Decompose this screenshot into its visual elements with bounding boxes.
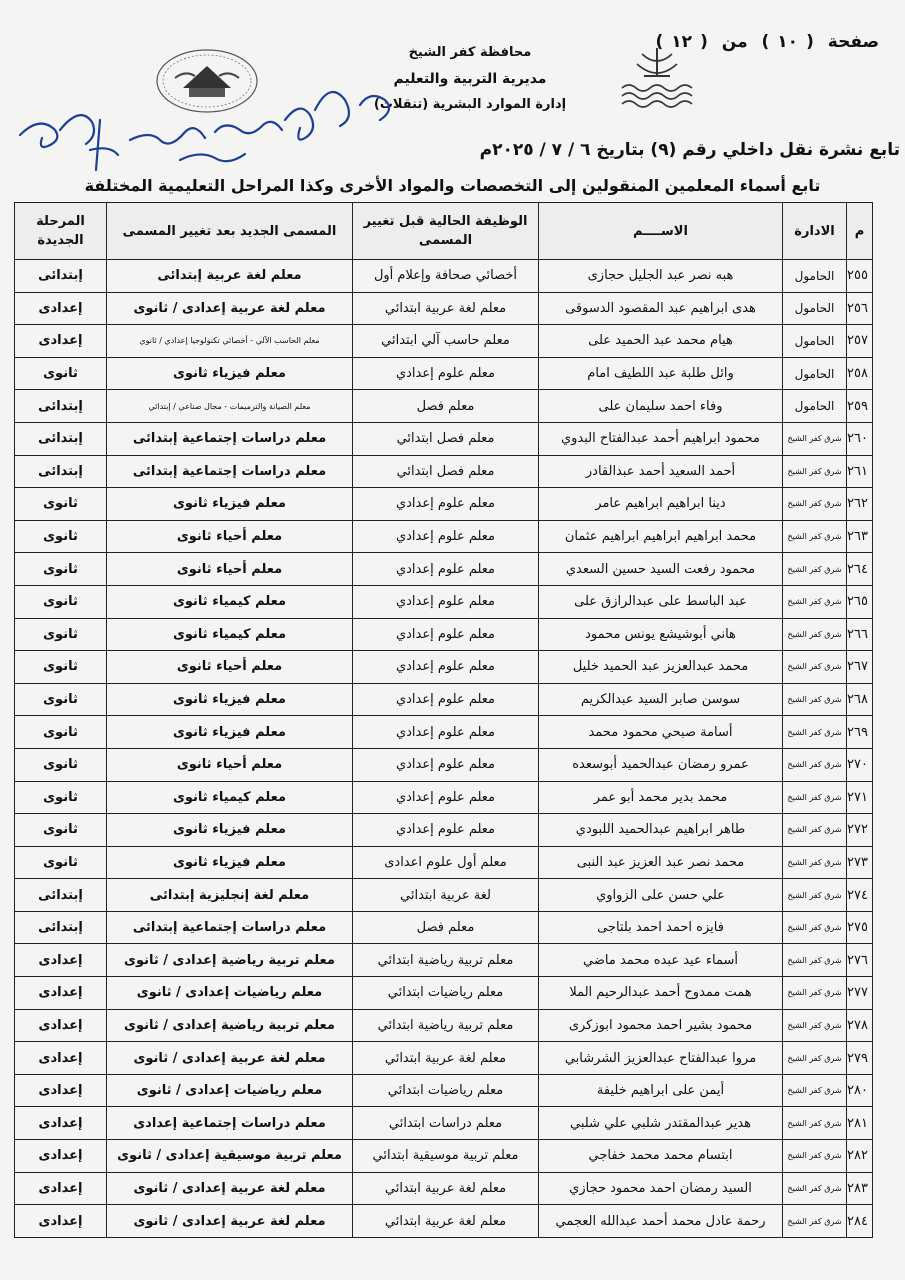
row-new-title: معلم أحياء ثانوى	[107, 748, 353, 781]
row-name: محمود ابراهيم أحمد عبدالفتاح البدوي	[539, 422, 783, 455]
row-number: ٢٧٣	[847, 846, 873, 879]
table-header-row	[15, 203, 873, 260]
row-name: أيمن على ابراهيم خليفة	[539, 1074, 783, 1107]
row-number: ٢٥٦	[847, 292, 873, 325]
row-old-job: معلم علوم إعدادي	[353, 651, 539, 684]
col-header-new-title: المسمى الجديد بعد تغيير المسمى	[107, 203, 353, 260]
table-row	[15, 488, 873, 521]
row-number: ٢٧١	[847, 781, 873, 814]
row-new-title: معلم دراسات إجتماعية إعدادى	[107, 1107, 353, 1140]
row-admin: شرق كفر الشيخ	[783, 1205, 847, 1238]
row-admin: شرق كفر الشيخ	[783, 553, 847, 586]
row-number: ٢٨٢	[847, 1140, 873, 1173]
row-new-title: معلم فيزياء ثانوى	[107, 846, 353, 879]
row-name: السيد رمضان احمد محمود حجازي	[539, 1172, 783, 1205]
row-new-stage: ثانوى	[15, 618, 107, 651]
governorate-name: محافظة كفر الشيخ	[408, 45, 532, 60]
row-number: ٢٦١	[847, 455, 873, 488]
row-new-title: معلم دراسات إجتماعية إبتدائى	[107, 455, 353, 488]
row-old-job: معلم تربية رياضية ابتدائي	[353, 944, 539, 977]
row-number: ٢٥٨	[847, 357, 873, 390]
row-number: ٢٧٨	[847, 1009, 873, 1042]
row-name: هبه نصر عبد الجليل حجازى	[539, 260, 783, 293]
row-name: وائل طلبة عبد اللطيف امام	[539, 357, 783, 390]
col-header-num: م	[847, 203, 873, 260]
row-admin: شرق كفر الشيخ	[783, 422, 847, 455]
row-admin: شرق كفر الشيخ	[783, 1140, 847, 1173]
row-name: دينا ابراهيم ابراهيم عامر	[539, 488, 783, 521]
row-new-stage: إبتدائى	[15, 260, 107, 293]
row-old-job: معلم علوم إعدادي	[353, 716, 539, 749]
row-new-title: معلم لغة عربية إعدادى / ثانوى	[107, 1172, 353, 1205]
row-number: ٢٨٤	[847, 1205, 873, 1238]
table-row	[15, 944, 873, 977]
row-new-stage: ثانوى	[15, 748, 107, 781]
row-old-job: معلم فصل	[353, 911, 539, 944]
row-new-stage: إعدادى	[15, 1042, 107, 1075]
row-admin: شرق كفر الشيخ	[783, 1172, 847, 1205]
row-new-stage: إعدادى	[15, 977, 107, 1010]
row-old-job: معلم علوم إعدادي	[353, 618, 539, 651]
row-number: ٢٦٣	[847, 520, 873, 553]
row-name: فايزه احمد احمد بلتاجى	[539, 911, 783, 944]
page-current: ١٠	[777, 32, 799, 52]
table-row	[15, 1009, 873, 1042]
row-name: عبد الباسط على عبدالرازق على	[539, 585, 783, 618]
row-admin: الحامول	[783, 357, 847, 390]
row-old-job: معلم لغة عربية ابتدائي	[353, 1172, 539, 1205]
row-name: أسامة صبحي محمود محمد	[539, 716, 783, 749]
table-row	[15, 814, 873, 847]
row-name: رحمة عادل محمد أحمد عبدالله العجمي	[539, 1205, 783, 1238]
row-new-stage: إعدادى	[15, 1140, 107, 1173]
row-number: ٢٥٩	[847, 390, 873, 423]
table-row	[15, 1107, 873, 1140]
page-number: صفحة (١٠) من (١٢)	[655, 32, 879, 52]
row-number: ٢٦٤	[847, 553, 873, 586]
table-row	[15, 325, 873, 358]
row-name: محمد عبدالعزيز عبد الحميد خليل	[539, 651, 783, 684]
row-number: ٢٦٥	[847, 585, 873, 618]
row-admin: شرق كفر الشيخ	[783, 977, 847, 1010]
row-old-job: معلم علوم إعدادي	[353, 488, 539, 521]
row-new-stage: إعدادى	[15, 1172, 107, 1205]
row-new-title: معلم أحياء ثانوى	[107, 651, 353, 684]
page-total: ١٢	[671, 32, 693, 52]
row-old-job: معلم رياضيات ابتدائي	[353, 1074, 539, 1107]
handwritten-signature-icon	[0, 60, 440, 180]
row-admin: شرق كفر الشيخ	[783, 781, 847, 814]
row-new-title: معلم دراسات إجتماعية إبتدائى	[107, 422, 353, 455]
row-old-job: معلم فصل ابتدائي	[353, 422, 539, 455]
row-old-job: معلم رياضيات ابتدائي	[353, 977, 539, 1010]
row-number: ٢٧٥	[847, 911, 873, 944]
row-new-stage: ثانوى	[15, 488, 107, 521]
row-new-title: معلم كيمياء ثانوى	[107, 618, 353, 651]
governorate-emblem-icon	[612, 42, 702, 112]
row-new-stage: ثانوى	[15, 585, 107, 618]
table-row	[15, 553, 873, 586]
row-admin: شرق كفر الشيخ	[783, 716, 847, 749]
table-row	[15, 716, 873, 749]
row-new-stage: إعدادى	[15, 1074, 107, 1107]
row-new-title: معلم رياضيات إعدادى / ثانوى	[107, 977, 353, 1010]
row-old-job: أخصائي صحافة وإعلام أول	[353, 260, 539, 293]
row-number: ٢٦٢	[847, 488, 873, 521]
row-new-stage: ثانوى	[15, 814, 107, 847]
row-old-job: معلم علوم إعدادي	[353, 814, 539, 847]
row-new-stage: إعدادى	[15, 944, 107, 977]
col-header-new-stage: المرحلة الجديدة	[15, 203, 107, 260]
row-name: هاني أبوشيشع يونس محمود	[539, 618, 783, 651]
row-old-job: معلم تربية موسيقية ابتدائي	[353, 1140, 539, 1173]
row-old-job: معلم دراسات ابتدائي	[353, 1107, 539, 1140]
table-row	[15, 781, 873, 814]
row-admin: شرق كفر الشيخ	[783, 488, 847, 521]
row-new-stage: ثانوى	[15, 520, 107, 553]
row-new-title: معلم لغة عربية إبتدائى	[107, 260, 353, 293]
row-number: ٢٧٩	[847, 1042, 873, 1075]
row-old-job: معلم علوم إعدادي	[353, 520, 539, 553]
row-number: ٢٨٣	[847, 1172, 873, 1205]
row-admin: الحامول	[783, 260, 847, 293]
row-old-job: معلم فصل	[353, 390, 539, 423]
table-row	[15, 1074, 873, 1107]
row-admin: شرق كفر الشيخ	[783, 911, 847, 944]
row-new-stage: ثانوى	[15, 553, 107, 586]
col-header-admin: الادارة	[783, 203, 847, 260]
row-name: محمود بشير احمد محمود ابوزكرى	[539, 1009, 783, 1042]
row-name: محمود رفعت السيد حسين السعدي	[539, 553, 783, 586]
row-name: هدى ابراهيم عبد المقصود الدسوقى	[539, 292, 783, 325]
row-number: ٢٦٨	[847, 683, 873, 716]
row-old-job: معلم لغة عربية ابتدائي	[353, 1042, 539, 1075]
row-new-stage: ثانوى	[15, 716, 107, 749]
row-old-job: معلم علوم إعدادي	[353, 357, 539, 390]
row-number: ٢٧٢	[847, 814, 873, 847]
table-row	[15, 422, 873, 455]
table-row	[15, 977, 873, 1010]
table-row	[15, 292, 873, 325]
document-subtitle: تابع أسماء المعلمين المنقولين إلى التخصصات والمواد الأخرى وكذا المراحل التعليمية المختلفة	[84, 176, 821, 195]
row-admin: شرق كفر الشيخ	[783, 846, 847, 879]
table-row	[15, 1140, 873, 1173]
row-new-title: معلم لغة عربية إعدادى / ثانوى	[107, 1205, 353, 1238]
row-new-title: معلم تربية رياضية إعدادى / ثانوى	[107, 1009, 353, 1042]
row-new-title: معلم كيمياء ثانوى	[107, 585, 353, 618]
row-old-job: معلم لغة عربية ابتدائي	[353, 1205, 539, 1238]
row-number: ٢٥٥	[847, 260, 873, 293]
row-number: ٢٧٦	[847, 944, 873, 977]
row-admin: شرق كفر الشيخ	[783, 455, 847, 488]
row-new-stage: ثانوى	[15, 651, 107, 684]
directorate-name: مديرية التربية والتعليم	[393, 71, 547, 87]
row-admin: شرق كفر الشيخ	[783, 520, 847, 553]
col-header-old-job: الوظيفة الحالية قبل تغيير المسمى	[353, 203, 539, 260]
row-admin: شرق كفر الشيخ	[783, 814, 847, 847]
row-number: ٢٦٩	[847, 716, 873, 749]
row-new-title: معلم فيزياء ثانوى	[107, 488, 353, 521]
table-row	[15, 585, 873, 618]
table-row	[15, 846, 873, 879]
table-row	[15, 879, 873, 912]
row-old-job: معلم علوم إعدادي	[353, 748, 539, 781]
row-new-stage: إبتدائى	[15, 390, 107, 423]
row-name: أسماء عيد عبده محمد ماضي	[539, 944, 783, 977]
row-old-job: معلم علوم إعدادي	[353, 683, 539, 716]
row-name: مروا عبدالفتاح عبدالعزيز الشرشابي	[539, 1042, 783, 1075]
row-old-job: معلم علوم إعدادي	[353, 585, 539, 618]
row-new-stage: إعدادى	[15, 1009, 107, 1042]
row-new-title: معلم لغة عربية إعدادى / ثانوى	[107, 1042, 353, 1075]
col-header-name: الاســــم	[539, 203, 783, 260]
row-new-stage: إبتدائى	[15, 911, 107, 944]
table-row	[15, 1205, 873, 1238]
page-of: من	[721, 32, 748, 52]
row-old-job: معلم حاسب آلي ابتدائي	[353, 325, 539, 358]
row-number: ٢٧٠	[847, 748, 873, 781]
row-admin: شرق كفر الشيخ	[783, 879, 847, 912]
transfers-table	[14, 202, 873, 1238]
row-new-title: معلم رياضيات إعدادى / ثانوى	[107, 1074, 353, 1107]
row-name: محمد بدير محمد أبو عمر	[539, 781, 783, 814]
row-new-title: معلم الحاسب الآلي - أخصائي تكنولوجيا إعدادي / ثانوي	[107, 325, 353, 358]
row-admin: شرق كفر الشيخ	[783, 585, 847, 618]
table-row	[15, 651, 873, 684]
row-new-stage: إعدادى	[15, 292, 107, 325]
row-admin: الحامول	[783, 292, 847, 325]
row-new-title: معلم لغة عربية إعدادى / ثانوى	[107, 292, 353, 325]
row-admin: شرق كفر الشيخ	[783, 1107, 847, 1140]
row-admin: شرق كفر الشيخ	[783, 748, 847, 781]
row-name: محمد نصر عبد العزيز عبد النبى	[539, 846, 783, 879]
row-number: ٢٦٧	[847, 651, 873, 684]
row-old-job: لغة عربية ابتدائي	[353, 879, 539, 912]
row-admin: الحامول	[783, 390, 847, 423]
row-admin: الحامول	[783, 325, 847, 358]
row-new-title: معلم دراسات إجتماعية إبتدائى	[107, 911, 353, 944]
row-old-job: معلم فصل ابتدائي	[353, 455, 539, 488]
row-admin: شرق كفر الشيخ	[783, 1042, 847, 1075]
row-old-job: معلم علوم إعدادي	[353, 553, 539, 586]
row-new-stage: ثانوى	[15, 357, 107, 390]
row-new-stage: إعدادى	[15, 1205, 107, 1238]
row-admin: شرق كفر الشيخ	[783, 618, 847, 651]
row-new-title: معلم أحياء ثانوى	[107, 553, 353, 586]
row-name: ابتسام محمد محمد خفاجي	[539, 1140, 783, 1173]
table-row	[15, 455, 873, 488]
row-new-title: معلم أحياء ثانوى	[107, 520, 353, 553]
row-name: همت ممدوح أحمد عبدالرحيم الملا	[539, 977, 783, 1010]
row-new-stage: ثانوى	[15, 781, 107, 814]
row-number: ٢٦٠	[847, 422, 873, 455]
table-row	[15, 748, 873, 781]
row-old-job: معلم تربية رياضية ابتدائي	[353, 1009, 539, 1042]
row-new-title: معلم لغة إنجليزية إبتدائى	[107, 879, 353, 912]
row-new-title: معلم كيمياء ثانوى	[107, 781, 353, 814]
row-number: ٢٦٦	[847, 618, 873, 651]
row-new-title: معلم فيزياء ثانوى	[107, 357, 353, 390]
row-name: وفاء احمد سليمان على	[539, 390, 783, 423]
row-name: هيام محمد عبد الحميد على	[539, 325, 783, 358]
row-new-stage: ثانوى	[15, 683, 107, 716]
row-name: هدير عبدالمقتدر شلبي علي شلبي	[539, 1107, 783, 1140]
table-row	[15, 520, 873, 553]
row-new-stage: إعدادى	[15, 1107, 107, 1140]
table-row	[15, 260, 873, 293]
row-name: محمد ابراهيم ابراهيم ابراهيم عثمان	[539, 520, 783, 553]
row-old-job: معلم علوم إعدادي	[353, 781, 539, 814]
table-row	[15, 390, 873, 423]
row-admin: شرق كفر الشيخ	[783, 1009, 847, 1042]
row-new-title: معلم تربية رياضية إعدادى / ثانوى	[107, 944, 353, 977]
department-name: إدارة الموارد البشرية (تنقلات)	[373, 97, 567, 112]
row-new-stage: إبتدائى	[15, 422, 107, 455]
row-name: أحمد السعيد أحمد عبدالقادر	[539, 455, 783, 488]
row-name: طاهر ابراهيم عبدالحميد اللبودي	[539, 814, 783, 847]
row-new-title: معلم الصيانة والترميمات - مجال صناعي / إبتدائي	[107, 390, 353, 423]
table-row	[15, 911, 873, 944]
table-row	[15, 1172, 873, 1205]
table-row	[15, 618, 873, 651]
row-new-title: معلم فيزياء ثانوى	[107, 814, 353, 847]
row-number: ٢٨١	[847, 1107, 873, 1140]
row-new-stage: إعدادى	[15, 325, 107, 358]
row-new-stage: إبتدائى	[15, 879, 107, 912]
row-admin: شرق كفر الشيخ	[783, 1074, 847, 1107]
row-new-title: معلم فيزياء ثانوى	[107, 683, 353, 716]
row-old-job: معلم أول علوم اعدادى	[353, 846, 539, 879]
row-admin: شرق كفر الشيخ	[783, 944, 847, 977]
row-name: سوسن صابر السيد عبدالكريم	[539, 683, 783, 716]
row-admin: شرق كفر الشيخ	[783, 651, 847, 684]
row-name: عمرو رمضان عبدالحميد أبوسعده	[539, 748, 783, 781]
table-row	[15, 683, 873, 716]
row-number: ٢٧٤	[847, 879, 873, 912]
table-row	[15, 1042, 873, 1075]
row-new-title: معلم تربية موسيقية إعدادى / ثانوى	[107, 1140, 353, 1173]
bulletin-title: تابع نشرة نقل داخلي رقم (٩) بتاريخ ٦ / ٧ / ٢٠٢٥م	[479, 140, 900, 160]
row-new-stage: ثانوى	[15, 846, 107, 879]
row-new-stage: إبتدائى	[15, 455, 107, 488]
row-old-job: معلم لغة عربية ابتدائي	[353, 292, 539, 325]
row-name: علي حسن على الزواوي	[539, 879, 783, 912]
table-row	[15, 357, 873, 390]
row-number: ٢٥٧	[847, 325, 873, 358]
row-number: ٢٧٧	[847, 977, 873, 1010]
row-new-title: معلم فيزياء ثانوى	[107, 716, 353, 749]
row-admin: شرق كفر الشيخ	[783, 683, 847, 716]
row-number: ٢٨٠	[847, 1074, 873, 1107]
page-label: صفحة	[827, 32, 879, 52]
